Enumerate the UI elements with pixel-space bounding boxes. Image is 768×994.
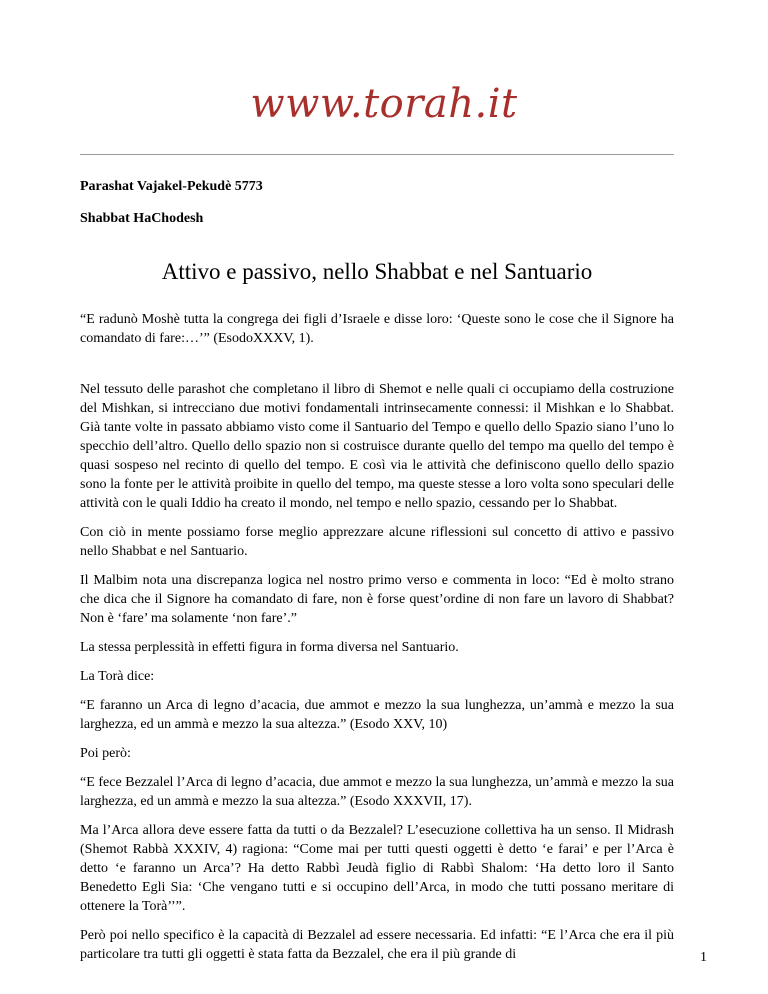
paragraph: Il Malbim nota una discrepanza logica nel nostro primo verso e commenta in loco: “Ed è molto strano che dica che il Signore ha comandato di fare, non è forse quest’ordine di non fare un lavoro di Shabbat? Non è ‘fare’ ma solamente ‘non fare’.”	[80, 573, 674, 626]
quote-paragraph: “E faranno un Arca di legno d’acacia, due ammot e mezzo la sua lunghezza, un’ammà e mezzo la sua larghezza, ed un ammà e mezzo la sua altezza.” (Esodo XXV, 10)	[80, 698, 674, 732]
paragraph: Ma l’Arca allora deve essere fatta da tutti o da Bezzalel? L’esecuzione collettiva ha un senso. Il Midrash (Shemot Rabbà XXXIV, 4) ragiona: “Come mai per tutti questi oggetti è detto ‘e farai’ e per l’Arca è detto ‘e faranno un Arca’? Ha detto Rabbì Jeudà figlio di Rabbì Shalom: ‘Ha detto loro il Santo Benedetto Egli Sia: ‘Che vengano tutti e si occupino dell’Arca, in modo che tutti possano meritare di ottenere la Torà’’”.	[80, 823, 674, 914]
paragraph: Nel tessuto delle parashot che completano il libro di Shemot e nelle quali ci occupiamo della costruzione del Mishkan, si intrecciano due motivi fondamentali intrinsecamente connessi: il Mishkan e lo Shabbat. Già tante volte in passato abbiamo visto come il Santuario del Tempo e quello dello Spazio siano l’uno lo specchio dell’altro. Quello dello spazio non si costruisce durante quello del tempo ma quello del tempo è quasi sospeso nel recinto di quello del tempo. E così via le attività che definiscono quello dello spazio sono la fonte per le attività proibite in quello del tempo, ma queste stesse a loro volta sono speculari delle attività con le quali Iddio ha creato il mondo, nel tempo e nello spazio, cessando per lo Shabbat.	[80, 382, 674, 511]
parasha-heading: Parashat Vajakel-Pekudè 5773	[80, 179, 263, 194]
document-body	[80, 178, 674, 964]
paragraph: Poi però:	[80, 746, 131, 761]
page-number: 1	[700, 950, 707, 965]
paragraph: Però poi nello specifico è la capacità di Bezzalel ad essere necessaria. Ed infatti: “E l’Arca che era il più particolare tra tutti gli oggetti è stata fatta da Bezzalel, che era il più grande di	[80, 928, 674, 962]
paragraph: La Torà dice:	[80, 669, 155, 684]
header-divider	[80, 154, 674, 155]
paragraph: La stessa perplessità in effetti figura in forma diversa nel Santuario.	[80, 640, 459, 655]
paragraph: Con ciò in mente possiamo forse meglio apprezzare alcune riflessioni sul concetto di attivo e passivo nello Shabbat e nel Santuario.	[80, 525, 674, 559]
quote-paragraph: “E fece Bezzalel l’Arca di legno d’acacia, due ammot e mezzo la sua lunghezza, un’ammà e mezzo la sua larghezza, ed un ammà e mezzo la sua altezza.” (Esodo XXXVII, 17).	[80, 775, 674, 809]
shabbat-heading: Shabbat HaChodesh	[80, 211, 204, 226]
site-header: www.torah.it	[250, 81, 518, 127]
opening-quote: “E radunò Moshè tutta la congrega dei figli d’Israele e disse loro: ‘Queste sono le cose che il Signore ha comandato di fare:…’” (EsodoXXXV, 1).	[80, 312, 674, 346]
article-title: Attivo e passivo, nello Shabbat e nel Santuario	[161, 259, 593, 284]
